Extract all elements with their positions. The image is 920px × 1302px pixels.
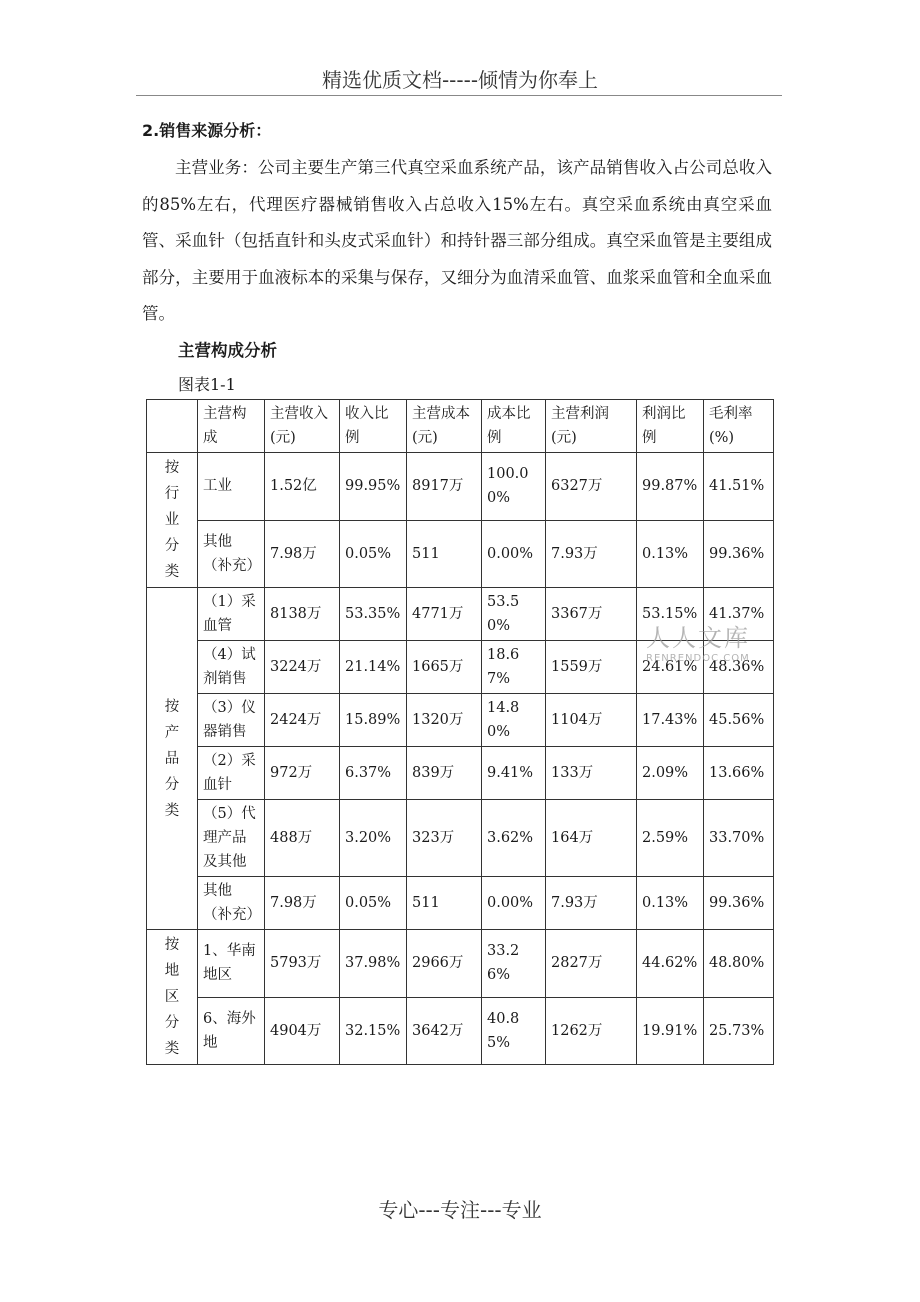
value-cell: 19.91% — [637, 997, 704, 1065]
value-cell: 25.73% — [704, 997, 774, 1065]
table-row — [147, 800, 774, 877]
group-label: 按行业分类 — [164, 460, 180, 580]
value-cell: 2966万 — [407, 930, 482, 998]
value-cell: 2.59% — [637, 800, 704, 877]
value-cell: 2827万 — [546, 930, 637, 998]
header-divider — [136, 95, 782, 96]
value-cell: 1320万 — [407, 694, 482, 747]
group-label: 按地区分类 — [164, 937, 180, 1057]
value-cell: 45.56% — [704, 694, 774, 747]
header-cell: 主营收入(元) — [265, 400, 340, 453]
value-cell: 511 — [407, 520, 482, 588]
value-cell: 0.00% — [482, 877, 546, 930]
value-cell: 0.05% — [340, 877, 407, 930]
value-cell: 14.80% — [482, 694, 546, 747]
watermark-text: 人人文库 — [646, 624, 750, 652]
item-name-cell: 其他（补充） — [198, 877, 265, 930]
table-row — [147, 877, 774, 930]
item-name-cell: （1）采血管 — [198, 588, 265, 641]
value-cell: 7.93万 — [546, 877, 637, 930]
value-cell: 53.35% — [340, 588, 407, 641]
value-cell: 7.93万 — [546, 520, 637, 588]
value-cell: 40.85% — [482, 997, 546, 1065]
value-cell: 7.98万 — [265, 877, 340, 930]
table-row — [147, 694, 774, 747]
value-cell: 9.41% — [482, 747, 546, 800]
value-cell: 5793万 — [265, 930, 340, 998]
value-cell: 0.13% — [637, 877, 704, 930]
table-row — [147, 997, 774, 1065]
value-cell: 0.05% — [340, 520, 407, 588]
value-cell: 1104万 — [546, 694, 637, 747]
header-cell: 主营成本(元) — [407, 400, 482, 453]
value-cell: 323万 — [407, 800, 482, 877]
value-cell: 3.62% — [482, 800, 546, 877]
value-cell: 15.89% — [340, 694, 407, 747]
value-cell: 99.36% — [704, 877, 774, 930]
value-cell: 2.09% — [637, 747, 704, 800]
item-name-cell: （3）仪器销售 — [198, 694, 265, 747]
item-name-cell: 工业 — [198, 453, 265, 521]
item-name-cell: （5）代理产品及其他 — [198, 800, 265, 877]
header-cell: 利润比例 — [637, 400, 704, 453]
value-cell: 53.50% — [482, 588, 546, 641]
value-cell: 6.37% — [340, 747, 407, 800]
header-cell: 毛利率(%) — [704, 400, 774, 453]
group-label-cell — [147, 453, 198, 588]
value-cell: 3642万 — [407, 997, 482, 1065]
header-cell — [147, 400, 198, 453]
table-row — [147, 930, 774, 998]
group-label: 按产品分类 — [164, 698, 180, 819]
header-cell: 收入比例 — [340, 400, 407, 453]
value-cell: 41.37% — [704, 588, 774, 641]
value-cell: 1665万 — [407, 641, 482, 694]
header-cell: 主营利润(元) — [546, 400, 637, 453]
value-cell: 3367万 — [546, 588, 637, 641]
value-cell: 37.98% — [340, 930, 407, 998]
value-cell: 33.70% — [704, 800, 774, 877]
value-cell: 133万 — [546, 747, 637, 800]
value-cell: 0.13% — [637, 520, 704, 588]
value-cell: 33.26% — [482, 930, 546, 998]
item-name-cell: 6、海外地 — [198, 997, 265, 1065]
value-cell: 488万 — [265, 800, 340, 877]
watermark-url: RENRENDOC.COM — [646, 653, 750, 664]
header-cell: 成本比例 — [482, 400, 546, 453]
value-cell: 99.87% — [637, 453, 704, 521]
group-label-cell — [147, 930, 198, 1065]
value-cell: 2424万 — [265, 694, 340, 747]
value-cell: 3224万 — [265, 641, 340, 694]
table-header-row — [147, 400, 774, 453]
value-cell: 511 — [407, 877, 482, 930]
table-row — [147, 747, 774, 800]
value-cell: 1.52亿 — [265, 453, 340, 521]
value-cell: 48.36% — [704, 641, 774, 694]
value-cell: 164万 — [546, 800, 637, 877]
value-cell: 13.66% — [704, 747, 774, 800]
value-cell: 21.14% — [340, 641, 407, 694]
value-cell: 44.62% — [637, 930, 704, 998]
value-cell: 17.43% — [637, 694, 704, 747]
table-row — [147, 453, 774, 521]
value-cell: 3.20% — [340, 800, 407, 877]
value-cell: 839万 — [407, 747, 482, 800]
value-cell: 100.00% — [482, 453, 546, 521]
value-cell: 1559万 — [546, 641, 637, 694]
value-cell: 24.61% — [637, 641, 704, 694]
value-cell: 8138万 — [265, 588, 340, 641]
value-cell: 99.95% — [340, 453, 407, 521]
value-cell: 4904万 — [265, 997, 340, 1065]
table-row — [147, 520, 774, 588]
value-cell: 8917万 — [407, 453, 482, 521]
table-caption: 图表1-1 — [178, 375, 236, 394]
value-cell: 41.51% — [704, 453, 774, 521]
value-cell: 53.15% — [637, 588, 704, 641]
value-cell: 99.36% — [704, 520, 774, 588]
item-name-cell: （2）采血针 — [198, 747, 265, 800]
item-name-cell: 1、华南地区 — [198, 930, 265, 998]
value-cell: 972万 — [265, 747, 340, 800]
value-cell: 18.67% — [482, 641, 546, 694]
value-cell: 0.00% — [482, 520, 546, 588]
revenue-composition-table — [146, 399, 774, 1065]
value-cell: 1262万 — [546, 997, 637, 1065]
group-label-cell — [147, 588, 198, 930]
value-cell: 4771万 — [407, 588, 482, 641]
item-name-cell: （4）试剂销售 — [198, 641, 265, 694]
sub-title: 主营构成分析 — [178, 341, 277, 360]
header-cell: 主营构成 — [198, 400, 265, 453]
page-header: 精选优质文档-----倾情为你奉上 — [321, 68, 599, 92]
watermark-logo — [646, 618, 774, 664]
item-name-cell: 其他（补充） — [198, 520, 265, 588]
value-cell: 48.80% — [704, 930, 774, 998]
value-cell: 32.15% — [340, 997, 407, 1065]
value-cell: 6327万 — [546, 453, 637, 521]
value-cell: 7.98万 — [265, 520, 340, 588]
table-body — [147, 400, 774, 1065]
section-title: 2.销售来源分析： — [142, 121, 272, 140]
body-paragraph: 主营业务：公司主要生产第三代真空采血系统产品，该产品销售收入占公司总收入的85%左右，代理医疗器械销售收入占总收入15%左右。真空采血系统由真空采血管、采血针（包括直针和头皮式采血针）和持针器三部分组成。真空采血管是主要组成部分，主要用于血液标本的采集与保存，又细分为血清采血管、血浆采血管和全血采血管。 — [142, 158, 772, 323]
page-footer: 专心---专注---专业 — [378, 1198, 542, 1222]
